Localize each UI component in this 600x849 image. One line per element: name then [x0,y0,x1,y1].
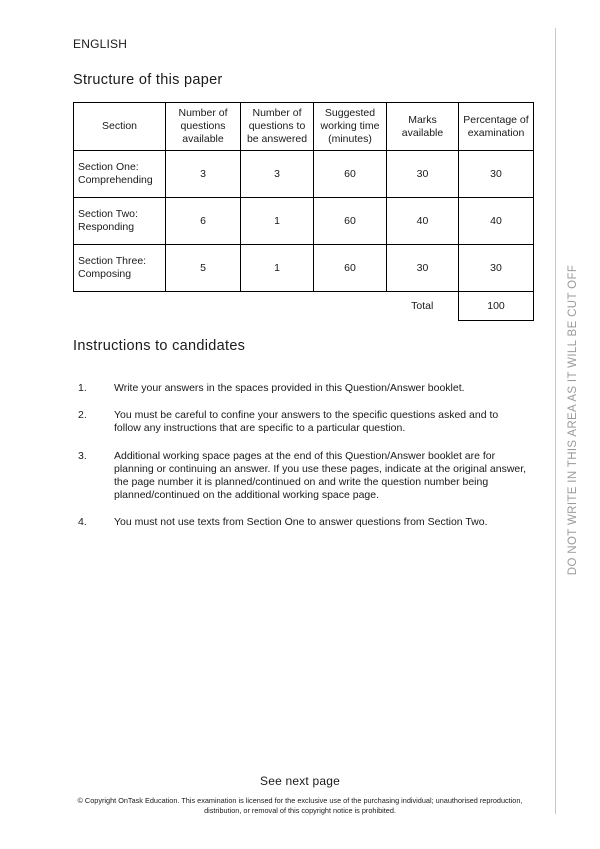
column-header-percentage: Percentage of examination [459,103,534,151]
item-number: 1. [78,382,87,394]
percentage-cell: 40 [459,198,534,245]
cut-off-margin-line [555,28,556,814]
column-header-marks: Marks available [387,103,459,151]
section-name-cell: Section Two: Responding [74,198,166,245]
item-number: 2. [78,409,87,422]
column-header-working-time: Suggested working time (minutes) [314,103,387,151]
list-item [78,382,528,395]
questions-answered-cell: 1 [241,198,314,245]
table-row [74,198,534,245]
working-time-cell: 60 [314,198,387,245]
item-text: Write your answers in the spaces provided in this Question/Answer booklet. [114,382,465,394]
questions-available-cell: 5 [166,245,241,292]
blank-cell [314,292,387,321]
questions-available-cell: 3 [166,151,241,198]
total-value: 100 [459,292,534,321]
instructions-list [78,382,528,544]
copyright-notice: © Copyright OnTask Education. This examination is licensed for the exclusive use of the purchasing individual; unauthorised reproduction, distribution, or removal of this copyright notice is prohibited. [77,796,523,815]
see-next-page: See next page [260,774,340,788]
list-item [78,516,528,529]
blank-cell [74,292,166,321]
table-row [74,151,534,198]
percentage-cell: 30 [459,245,534,292]
column-header-section: Section [74,103,166,151]
table-row [74,245,534,292]
table-header-row [74,103,534,151]
item-text: Additional working space pages at the end of this Question/Answer booklet are for planning or continuing an answer. If you use these pages, indicate at the original answer, the page number it is planned/continued on and write the question number being planned/continued on the additional working space page. [114,449,527,502]
total-label: Total [387,292,459,321]
list-item [78,409,528,435]
column-header-questions-available: Number of questions available [166,103,241,151]
working-time-cell: 60 [314,151,387,198]
blank-cell [241,292,314,321]
item-number: 4. [78,516,87,529]
total-row [74,292,534,321]
questions-available-cell: 6 [166,198,241,245]
questions-answered-cell: 1 [241,245,314,292]
section-name-cell: Section One: Comprehending [74,151,166,198]
blank-cell [166,292,241,321]
item-text: You must be careful to confine your answers to the specific questions asked and to follow any instructions that are specific to a particular question. [114,409,499,435]
item-number: 3. [78,449,87,462]
section-name-cell: Section Three: Composing [74,245,166,292]
working-time-cell: 60 [314,245,387,292]
marks-cell: 40 [387,198,459,245]
list-item [78,450,528,503]
structure-table [73,102,534,321]
percentage-cell: 30 [459,151,534,198]
item-text: You must not use texts from Section One to answer questions from Section Two. [114,516,488,529]
margin-warning-text: DO NOT WRITE IN THIS AREA AS IT WILL BE CUT OFF [567,264,579,576]
structure-title: Structure of this paper [73,72,223,88]
column-header-questions-answered: Number of questions to be answered [241,103,314,151]
subject-header: ENGLISH [73,37,128,51]
marks-cell: 30 [387,151,459,198]
instructions-title: Instructions to candidates [73,338,246,354]
marks-cell: 30 [387,245,459,292]
questions-answered-cell: 3 [241,151,314,198]
